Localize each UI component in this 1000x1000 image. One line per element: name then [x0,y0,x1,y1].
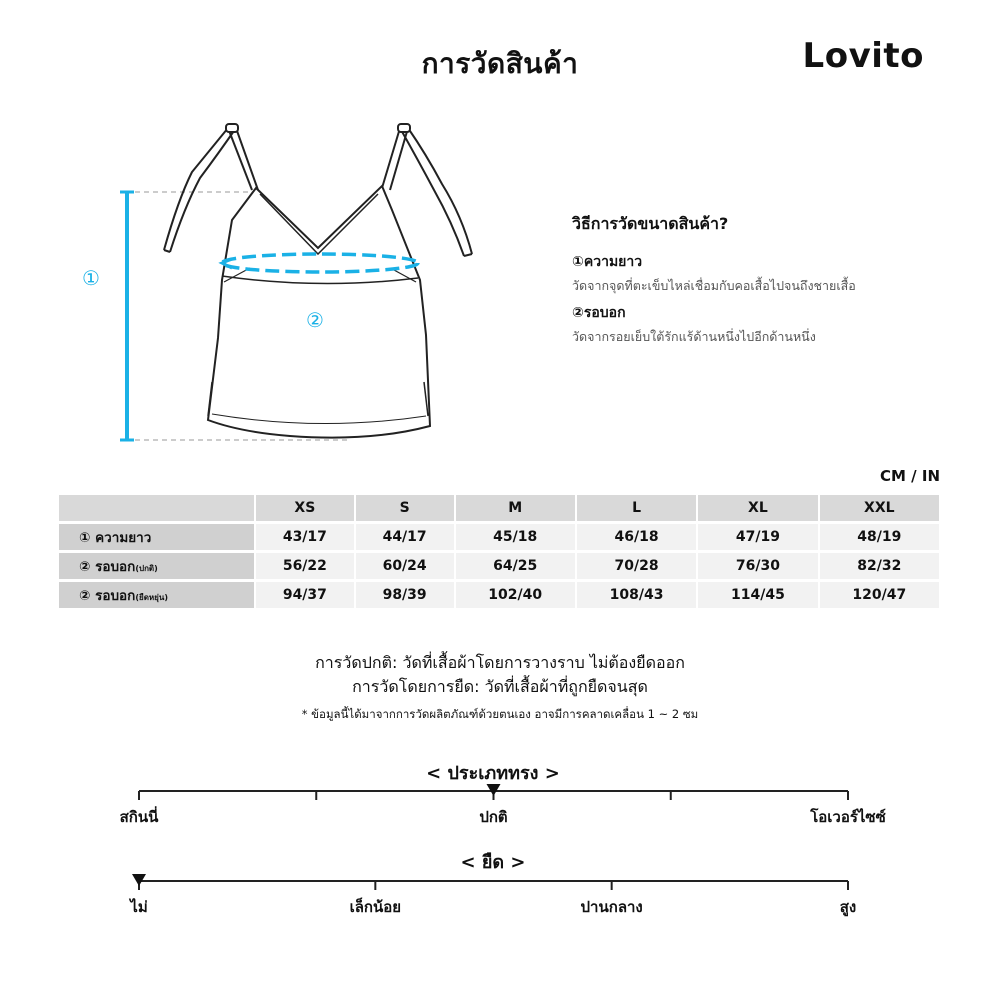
stretch-scale-label: ไม่ [130,898,148,916]
brand-logo: Lovito [802,36,924,76]
stretch-scale-label: สูง [839,898,857,916]
garment-diagram [60,110,480,455]
guide-title: วิธีการวัดขนาดสินค้า? [572,214,729,233]
page-title: การวัดสินค้า [421,47,579,80]
table-cell: 43/17 [256,524,354,550]
table-row-bust-stretch [59,582,939,608]
fit-scale-title: < ประเภททรง > [426,763,560,784]
note-stretch-measure: การวัดโดยการยืด: วัดที่เสื้อผ้าที่ถูกยืดจนสุด [352,677,648,696]
measurement-disclaimer: * ข้อมูลนี้ได้มาจากการวัดผลิตภัณฑ์ด้วยตนเอง อาจมีการคลาดเคลื่อน 1 ~ 2 ซม [301,707,699,721]
table-cell: 108/43 [577,582,696,608]
row-label-bust-normal: ② รอบอก(ปกติ) [59,553,254,579]
unit-label: CM / IN [880,467,940,485]
fit-scale-label: โอเวอร์ไซซ์ [810,808,886,826]
table-cell: 64/25 [456,553,575,579]
size-header-m: M [456,495,575,521]
size-header-s: S [356,495,454,521]
table-cell: 46/18 [577,524,696,550]
table-cell: 48/19 [820,524,939,550]
table-cell: 45/18 [456,524,575,550]
bust-marker: ② [306,308,324,332]
table-cell: 47/19 [698,524,817,550]
stretch-scale-label: เล็กน้อย [349,898,402,916]
size-table [57,492,941,611]
size-header-xs: XS [256,495,354,521]
table-cell: 56/22 [256,553,354,579]
table-row-bust-normal [59,553,939,579]
table-cell: 94/37 [256,582,354,608]
size-header-xxl: XXL [820,495,939,521]
stretch-scale-label: ปานกลาง [580,898,643,916]
table-cell: 60/24 [356,553,454,579]
table-cell: 120/47 [820,582,939,608]
size-header-xl: XL [698,495,817,521]
table-cell: 44/17 [356,524,454,550]
length-marker: ① [82,266,100,290]
table-cell: 76/30 [698,553,817,579]
table-corner-cell [59,495,254,521]
stretch-scale-title: < ยืด > [460,852,526,873]
table-header-row [59,495,939,521]
table-cell: 82/32 [820,553,939,579]
fit-scale-label: สกินนี่ [119,808,159,826]
row-label-bust-stretch: ② รอบอก(ยืดหยุ่น) [59,582,254,608]
note-normal-measure: การวัดปกติ: วัดที่เสื้อผ้าโดยการวางราบ ไม่ต้องยืดออก [315,653,685,672]
guide-item-bust-desc: วัดจากรอยเย็บใต้รักแร้ด้านหนึ่งไปอีกด้านหนึ่ง [572,329,816,344]
table-cell: 70/28 [577,553,696,579]
size-header-l: L [577,495,696,521]
measuring-guide [572,212,952,353]
table-cell: 102/40 [456,582,575,608]
fit-scale-label: ปกติ [479,808,508,826]
table-cell: 114/45 [698,582,817,608]
guide-item-bust-label: ②รอบอก [572,305,626,321]
row-label-length: ① ความยาว [59,524,254,550]
table-cell: 98/39 [356,582,454,608]
guide-item-length-label: ①ความยาว [572,254,643,270]
table-row-length [59,524,939,550]
guide-item-length-desc: วัดจากจุดที่ตะเข็บไหล่เชื่อมกับคอเสื้อไปจนถึงชายเสื้อ [572,278,856,293]
